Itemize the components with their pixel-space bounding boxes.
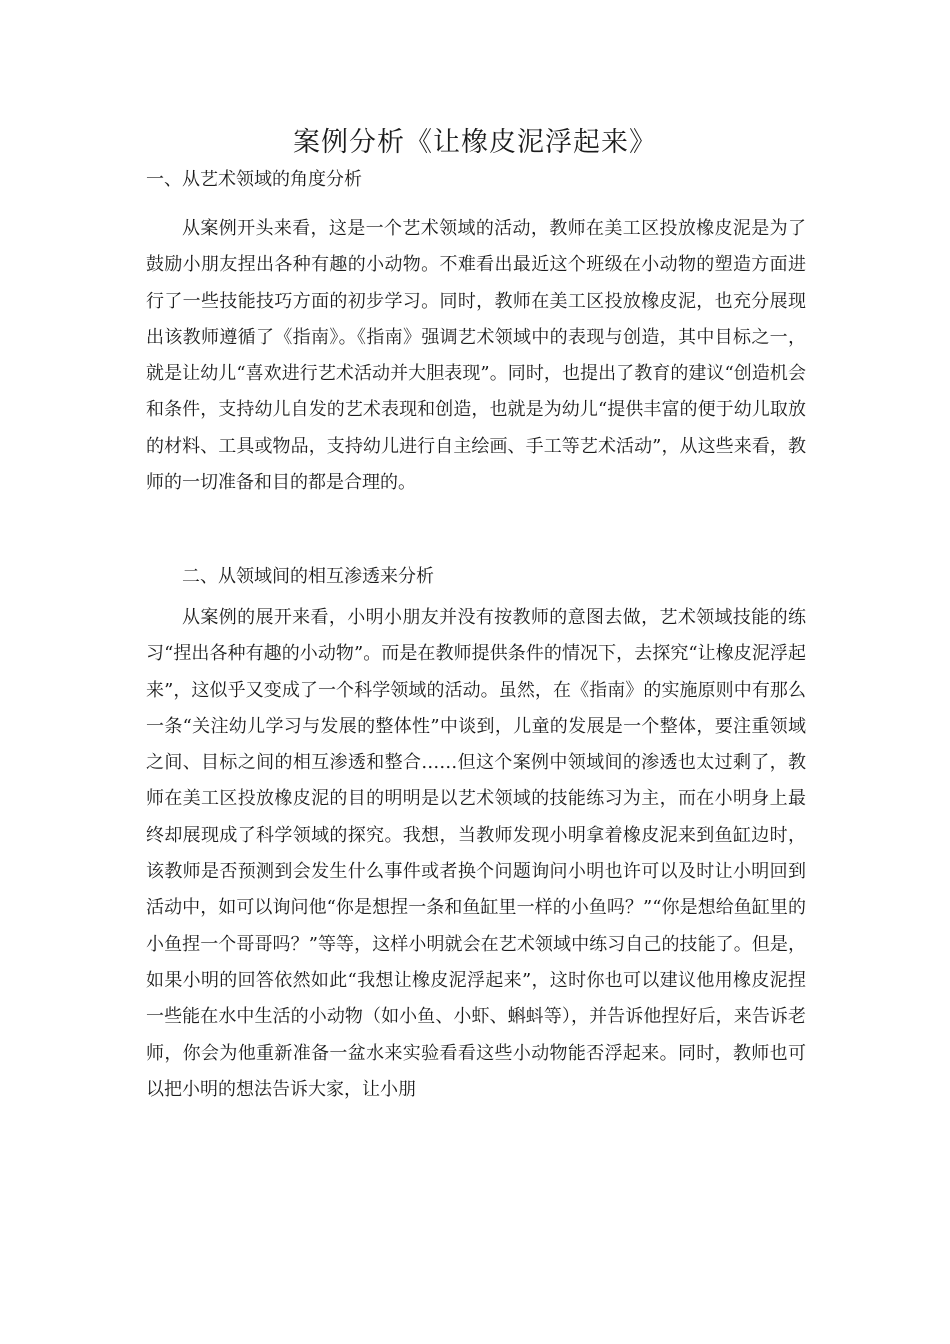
section-1-paragraph: 从案例开头来看，这是一个艺术领域的活动，教师在美工区投放橡皮泥是为了鼓励小朋友捏出各种有趣的小动物。不难看出最近这个班级在小动物的塑造方面进行了一些技能技巧方面的初步学习。同时，教师在美工区投放橡皮泥，也充分展现出该教师遵循了《指南》。《指南》强调艺术领域中的表现与创造，其中目标之一，就是让幼儿“喜欢进行艺术活动并大胆表现”。同时，也提出了教育的建议“创造机会和条件，支持幼儿自发的艺术表现和创造，也就是为幼儿“提供丰富的便于幼儿取放的材料、工具或物品，支持幼儿进行自主绘画、手工等艺术活动”，从这些来看，教师的一切准备和目的都是合理的。 [146, 218, 806, 494]
section-heading-2: 二、从领域间的相互渗透来分析 [182, 566, 434, 587]
document-title: 案例分析《让橡皮泥浮起来》 [293, 127, 657, 158]
section-2-paragraph: 从案例的展开来看，小明小朋友并没有按教师的意图去做，艺术领域技能的练习“捏出各种有趣的小动物”。而是在教师提供条件的情况下，去探究“让橡皮泥浮起来”，这似乎又变成了一个科学领域的活动。虽然，在《指南》的实施原则中有那么一条“关注幼儿学习与发展的整体性”中谈到，儿童的发展是一个整体，要注重领域之间、目标之间的相互渗透和整合……但这个案例中领域间的渗透也太过剩了，教师在美工区投放橡皮泥的目的明明是以艺术领域的技能练习为主，而在小明身上最终却展现成了科学领域的探究。我想，当教师发现小明拿着橡皮泥来到鱼缸边时，该教师是否预测到会发生什么事件或者换个问题询问小明也许可以及时让小明回到活动中，如可以询问他“你是想捏一条和鱼缸里一样的小鱼吗？”“你是想给鱼缸里的小鱼捏一个哥哥吗？”等等，这样小明就会在艺术领域中练习自己的技能了。但是，如果小明的回答依然如此“我想让橡皮泥浮起来”，这时你也可以建议他用橡皮泥捏一些能在水中生活的小动物（如小鱼、小虾、蝌蚪等），并告诉他捏好后，来告诉老师，你会为他重新准备一盆水来实验看看这些小动物能否浮起来。同时，教师也可以把小明的想法告诉大家，让小朋 [146, 607, 806, 1100]
section-heading-1: 一、从艺术领域的角度分析 [146, 169, 362, 190]
